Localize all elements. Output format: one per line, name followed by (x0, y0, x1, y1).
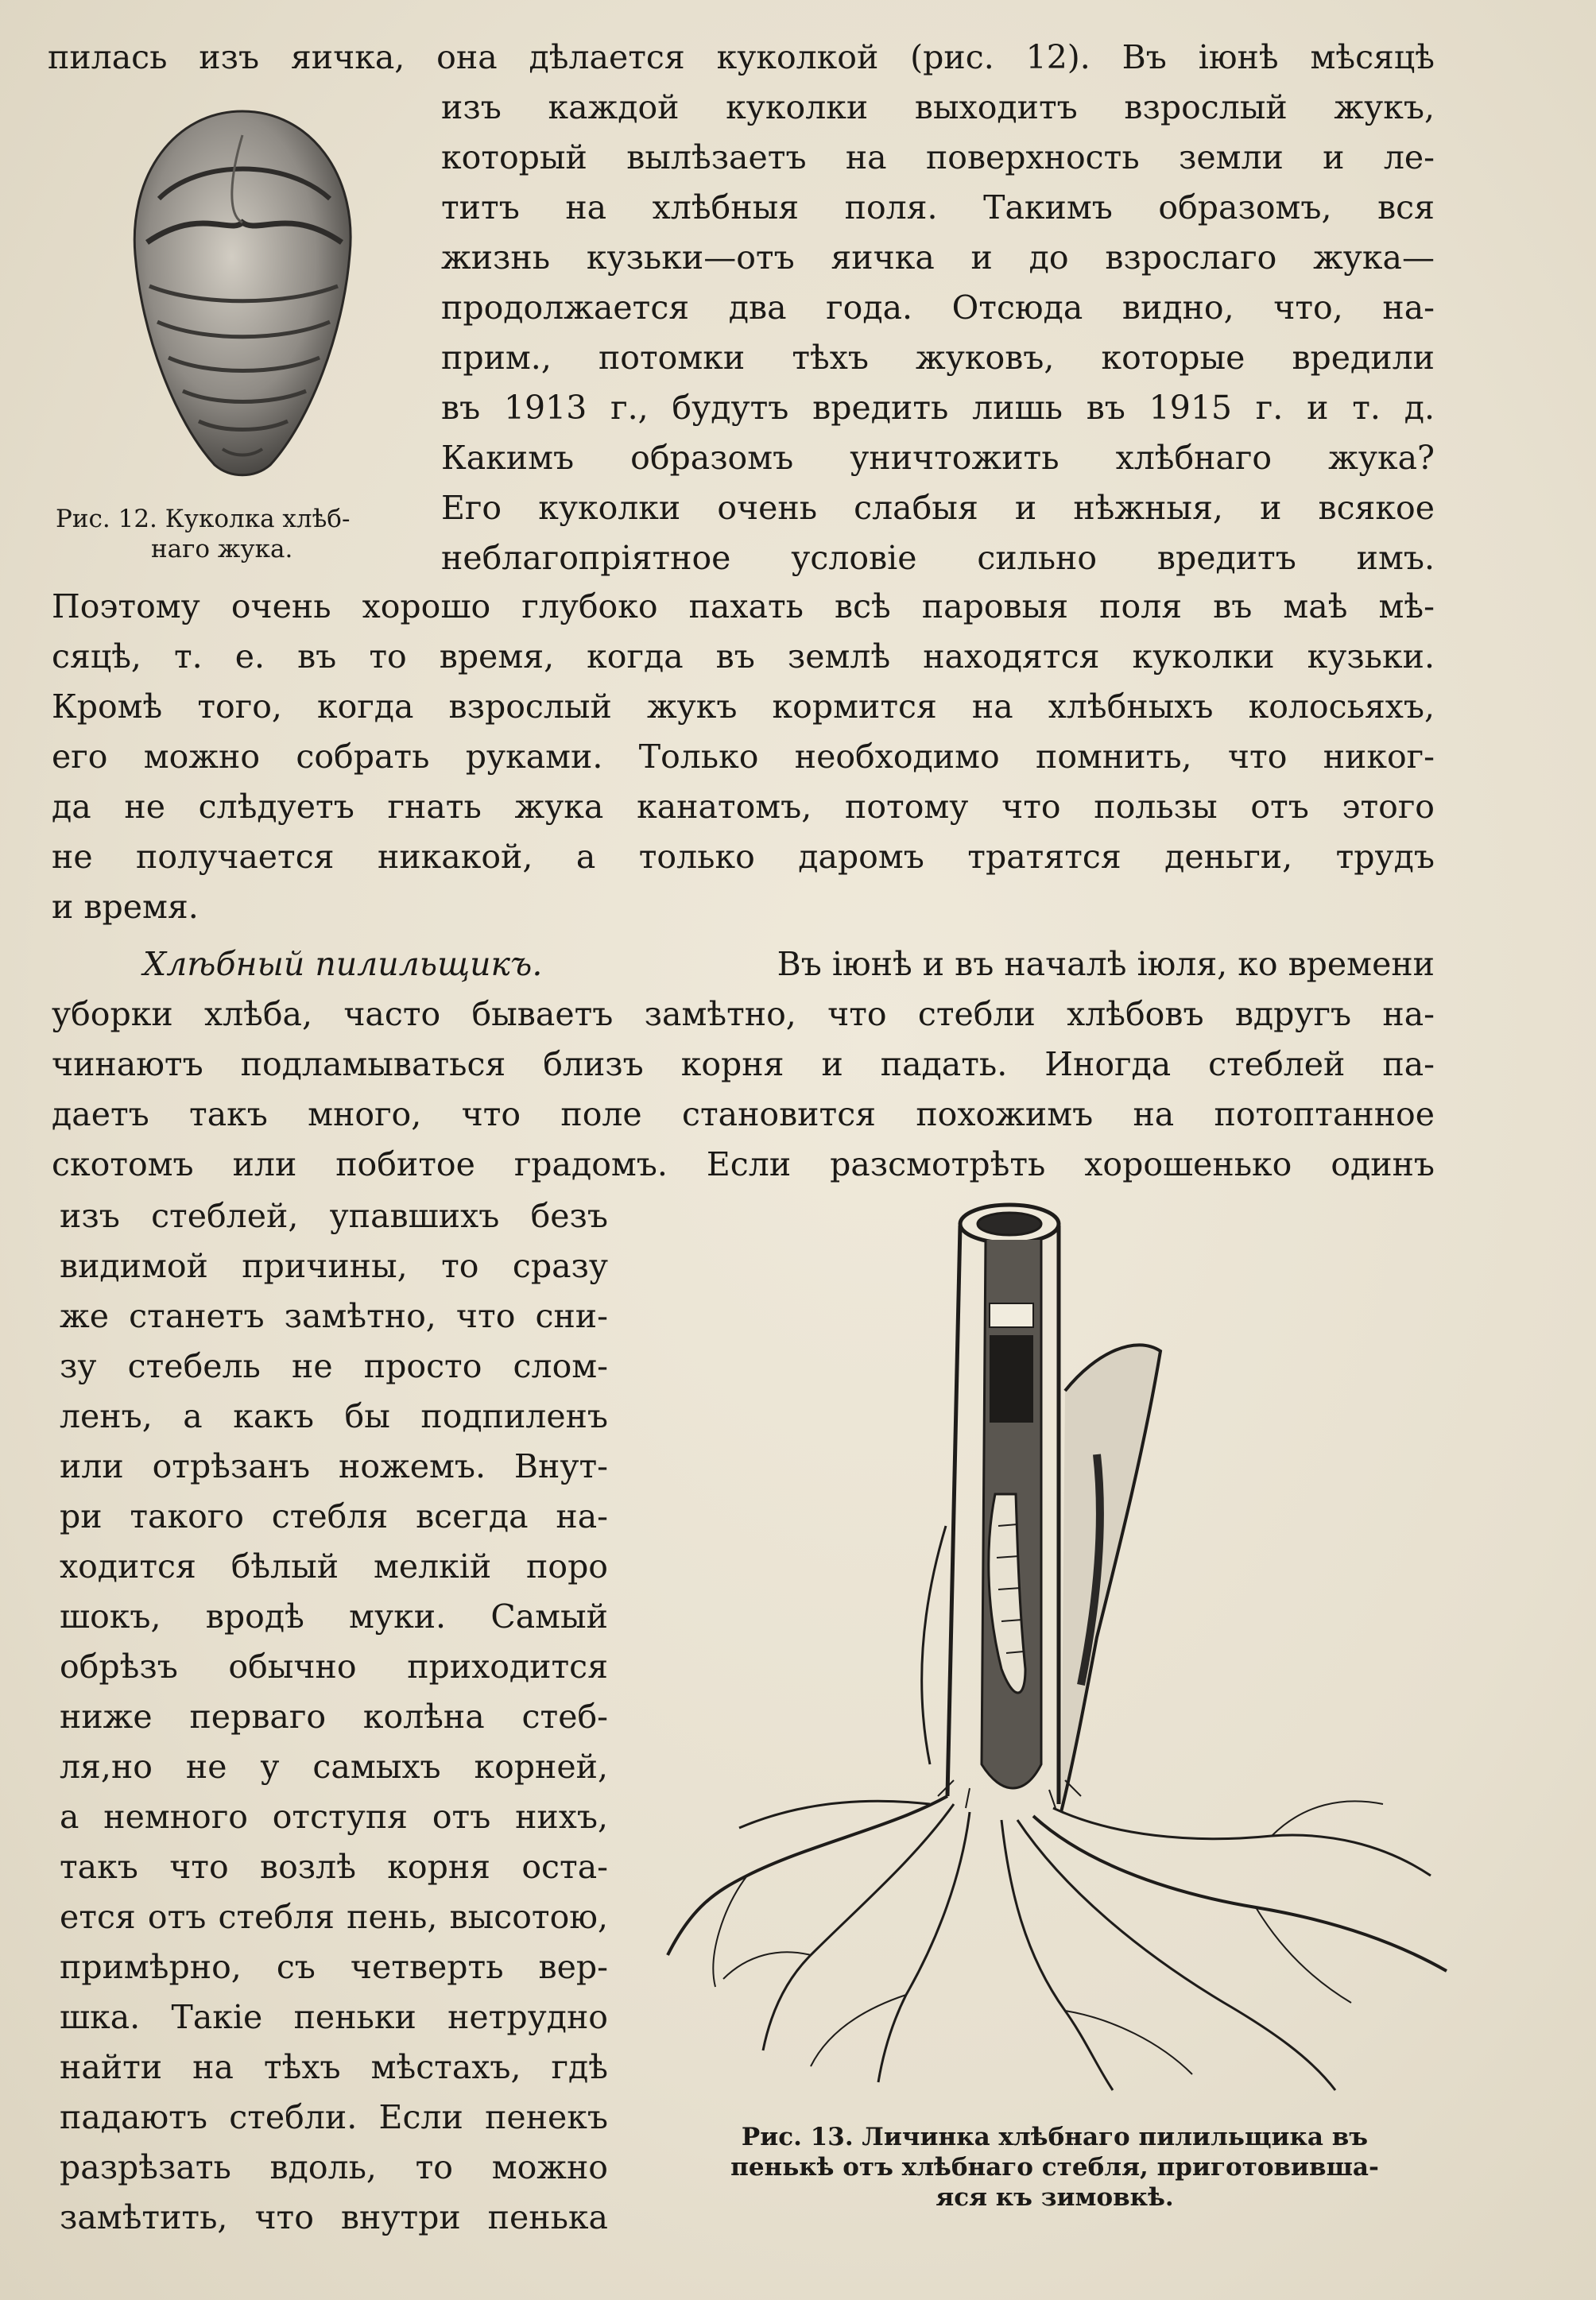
text-line: зу стебель не просто слом- (60, 1347, 608, 1385)
text-line: изъ стеблей, упавшихъ безъ (60, 1197, 608, 1235)
text-line: который вылѣзаетъ на поверхность земли и ле- (441, 138, 1435, 176)
text-line: ленъ, а какъ бы подпиленъ (60, 1397, 608, 1435)
text-line: примѣрно, съ четверть вер- (60, 1948, 608, 1986)
figure-12-caption-line-1: Рис. 12. Куколка хлѣб- (56, 505, 351, 533)
text-line: замѣтить, что внутри пенька (60, 2198, 608, 2236)
figure-12-caption-line-2: наго жука. (151, 535, 293, 563)
pupa-illustration (111, 103, 374, 485)
text-line: неблагопріятное условіе сильно вредитъ имъ. (441, 539, 1435, 577)
text-line: же станетъ замѣтно, что сни- (60, 1297, 608, 1335)
text-line: да не слѣдуетъ гнать жука канатомъ, потому что пользы отъ этого (52, 788, 1435, 826)
text-line: даетъ такъ много, что поле становится похожимъ на потоптанное (52, 1095, 1435, 1133)
text-line: шка. Такіе пеньки нетрудно (60, 1998, 608, 2036)
text-line: и время. (52, 888, 199, 926)
figure-13-caption-line-3: яся къ зимовкѣ. (936, 2183, 1174, 2212)
text-line: а немного отступя отъ нихъ, (60, 1798, 608, 1836)
text-line: ется отъ стебля пень, высотою, (60, 1898, 608, 1936)
text-line: его можно собрать руками. Только необходимо помнить, что никог- (52, 738, 1435, 776)
text-line: обрѣзъ обычно приходится (60, 1648, 608, 1686)
text-line: разрѣзать вдоль, то можно (60, 2148, 608, 2186)
stem-stump-illustration (652, 1192, 1462, 2098)
section-title: Хлѣбный пилильщикъ. (143, 945, 543, 983)
text-line: пилась изъ яичка, она дѣлается куколкой (рис. 12). Въ іюнѣ мѣсяцѣ (48, 38, 1435, 76)
text-line: въ 1913 г., будутъ вредить лишь въ 1915 г. и т. д. (441, 389, 1435, 427)
text-line: ниже перваго колѣна стеб- (60, 1698, 608, 1736)
section-first-line-rest: Въ іюнѣ и въ началѣ іюля, ко времени (777, 945, 1435, 983)
text-line: изъ каждой куколки выходитъ взрослый жукъ, (441, 88, 1435, 126)
text-line: ри такого стебля всегда на- (60, 1497, 608, 1535)
text-line: найти на тѣхъ мѣстахъ, гдѣ (60, 2048, 608, 2086)
text-line: жизнь кузьки—отъ яичка и до взрослаго жука— (441, 238, 1435, 277)
text-line: такъ что возлѣ корня оста- (60, 1848, 608, 1886)
text-line: Кромѣ того, когда взрослый жукъ кормится на хлѣбныхъ колосьяхъ, (52, 687, 1435, 726)
text-line: прим., потомки тѣхъ жуковъ, которые вредили (441, 339, 1435, 377)
text-line: ходится бѣлый мелкій поро (60, 1547, 608, 1586)
text-line: не получается никакой, а только даромъ тратятся деньги, трудъ (52, 838, 1435, 876)
figure-13-caption-line-2: пенькѣ отъ хлѣбнаго стебля, приготовивша- (730, 2153, 1379, 2182)
text-line: Поэтому очень хорошо глубоко пахать всѣ паровыя поля въ маѣ мѣ- (52, 587, 1435, 625)
text-line: шокъ, вродѣ муки. Самый (60, 1597, 608, 1636)
text-line: сяцѣ, т. е. въ то время, когда въ землѣ находятся куколки кузьки. (52, 637, 1435, 676)
text-line: видимой причины, то сразу (60, 1247, 608, 1285)
text-line: чинаютъ подламываться близъ корня и падать. Иногда стеблей па- (52, 1045, 1435, 1083)
text-line: падаютъ стебли. Если пенекъ (60, 2098, 608, 2136)
figure-13-caption-line-1: Рис. 13. Личинка хлѣбнаго пилильщика въ (741, 2123, 1369, 2151)
text-line: Какимъ образомъ уничтожить хлѣбнаго жука? (441, 439, 1435, 477)
text-line: скотомъ или побитое градомъ. Если разсмотрѣть хорошенько одинъ (52, 1145, 1435, 1183)
text-line: ля,но не у самыхъ корней, (60, 1748, 608, 1786)
text-line: продолжается два года. Отсюда видно, что, на- (441, 288, 1435, 327)
text-line: титъ на хлѣбныя поля. Такимъ образомъ, вся (441, 188, 1435, 227)
section-heading-line (143, 940, 1435, 988)
text-line: Его куколки очень слабыя и нѣжныя, и всякое (441, 489, 1435, 527)
text-line: или отрѣзанъ ножемъ. Внут- (60, 1447, 608, 1485)
text-line: уборки хлѣба, часто бываетъ замѣтно, что стебли хлѣбовъ вдругъ на- (52, 995, 1435, 1033)
